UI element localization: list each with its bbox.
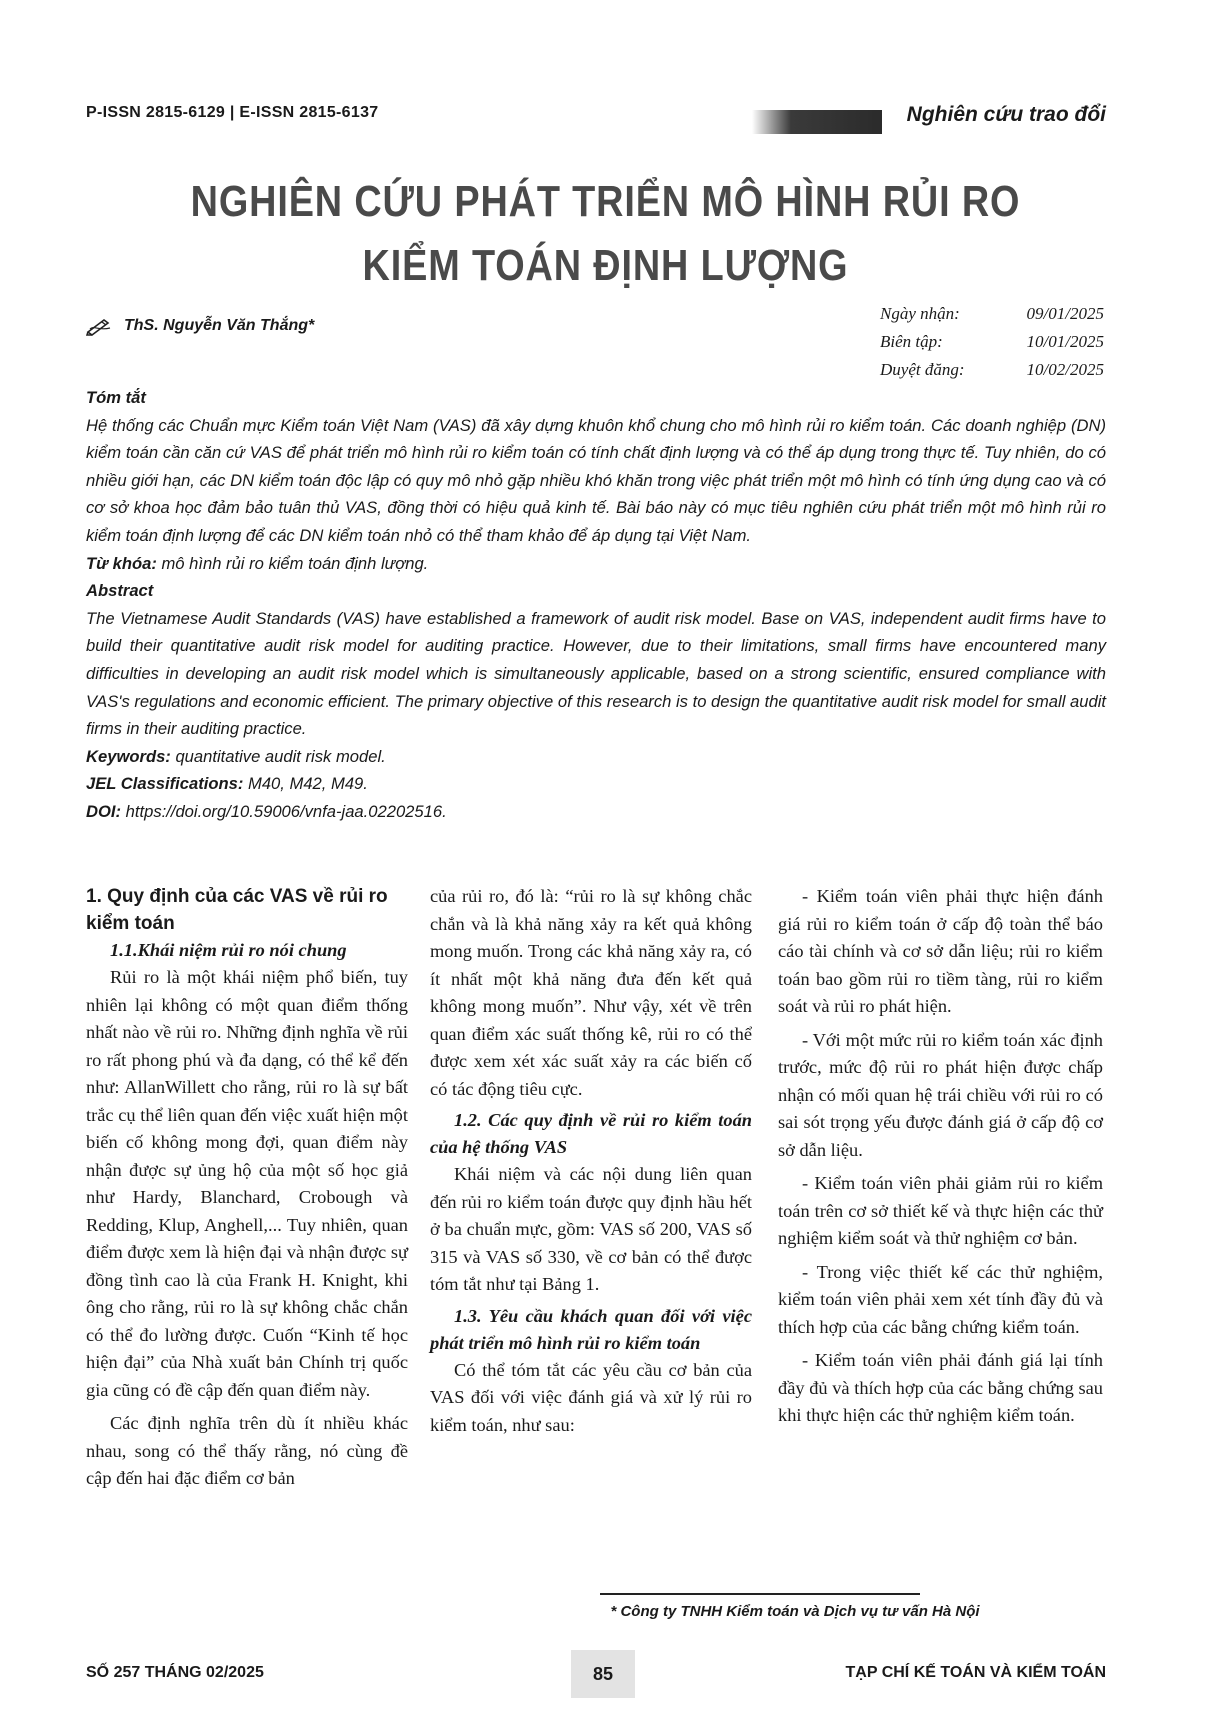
issue-number: SỐ 257 THÁNG 02/2025 — [86, 1664, 264, 1681]
jel-classifications — [86, 770, 1106, 798]
footnote-rule — [600, 1593, 920, 1595]
bullet-item: - Với một mức rủi ro kiểm toán xác định trước, mức độ rủi ro phát hiện được chấp nhận có mối quan hệ trái chiều với rủi ro có sai sót trọng yếu được đánh giá ở cấp độ cơ sở dẫn liệu. — [778, 1029, 1103, 1160]
title-line-1: NGHIÊN CỨU PHÁT TRIỂN MÔ HÌNH RỦI RO — [190, 177, 1021, 226]
vi-keywords-label: Từ khóa: — [86, 553, 157, 573]
bullet-item: - Kiểm toán viên phải thực hiện đánh giá rủi ro kiểm toán ở cấp độ toàn thể báo cáo tài chính và cơ sở dẫn liệu; rủi ro kiểm toán bao gồm rủi ro tiềm tàng, rủi ro kiểm soát và rủi ro phát hiện. — [778, 886, 1103, 1016]
approved-label: Duyệt đăng: — [880, 360, 965, 379]
header-band — [752, 110, 882, 134]
body-column-3 — [778, 883, 1103, 1430]
received-date: 09/01/2025 — [1026, 304, 1104, 323]
doi-line — [86, 798, 1106, 826]
body-column-2 — [430, 883, 752, 1439]
edited-label: Biên tập: — [880, 332, 943, 351]
body-column-1 — [86, 883, 408, 1493]
article-title — [136, 170, 1074, 298]
received-label: Ngày nhận: — [880, 304, 960, 323]
article-dates — [880, 300, 1104, 384]
bullet-item: - Kiểm toán viên phải đánh giá lại tính đầy đủ và thích hợp của các bằng chứng sau khi thực hiện các thử nghiệm kiểm toán. — [778, 1350, 1103, 1425]
issn-line: P-ISSN 2815-6129 | E-ISSN 2815-6137 — [86, 104, 379, 121]
pen-icon — [86, 316, 112, 336]
date-edited-row — [880, 328, 1104, 356]
title-line-2: KIỂM TOÁN ĐỊNH LƯỢNG — [362, 241, 849, 290]
abstract-block — [86, 384, 1106, 826]
body-paragraph: của rủi ro, đó là: “rủi ro là sự không chắc chắn và là khả năng xảy ra kết quả không mong muốn. Trong các khả năng xảy ra, có ít nhất một khả năng đưa đến kết quả không mong muốn”. Như vậy, xét về trên quan điểm xác suất thống kê, rủi ro có thể được xem xét xác suất xảy ra các biến cố có tác động tiêu cực. — [430, 886, 752, 1099]
body-paragraph: Các định nghĩa trên dù ít nhiều khác nhau, song có thể thấy rằng, nó cùng đề cập đến hai đặc điểm cơ bản — [86, 1413, 408, 1488]
section-label: Nghiên cứu trao đổi — [906, 103, 1106, 126]
section-1-2-heading: 1.2. Các quy định về rủi ro kiểm toán của hệ thống VAS — [430, 1110, 752, 1157]
bullet-item: - Kiểm toán viên phải giảm rủi ro kiểm toán trên cơ sở thiết kế và thực hiện các thử nghiệm kiểm soát và thử nghiệm cơ bản. — [778, 1173, 1103, 1248]
author-row — [86, 316, 314, 336]
en-abstract-text: The Vietnamese Audit Standards (VAS) have established a framework of audit risk model. Base on VAS, independent audit firms have to build their quantitative audit risk model for auditing practice. However, due to their limitations, small firms have encountered many difficulties in developing an audit risk model which is simultaneously applicable, based on a strong scientific, ensured compliance with VAS's regulations and economic efficient. The primary objective of this research is to design the quantitative audit risk model for small audit firms in their auditing practice. — [86, 608, 1106, 739]
edited-date: 10/01/2025 — [1026, 332, 1104, 351]
section-1-1-heading: 1.1.Khái niệm rủi ro nói chung — [110, 940, 347, 960]
en-keywords-value: quantitative audit risk model. — [170, 746, 386, 766]
date-approved-row — [880, 356, 1104, 384]
en-keywords-label: Keywords: — [86, 746, 171, 766]
date-received-row — [880, 300, 1104, 328]
approved-date: 10/02/2025 — [1026, 360, 1104, 379]
vi-keywords-value: mô hình rủi ro kiểm toán định lượng. — [156, 553, 429, 573]
vi-abstract-text: Hệ thống các Chuẩn mực Kiểm toán Việt Nam (VAS) đã xây dựng khuôn khổ chung cho mô hình rủi ro kiểm toán. Các doanh nghiệp (DN) kiểm toán cần căn cứ VAS để phát triển mô hình rủi ro kiểm toán có tính chất định lượng và có thể áp dụng trong thực tế. Tuy nhiên, do có nhiều giới hạn, các DN kiểm toán độc lập có quy mô nhỏ gặp nhiều khó khăn trong việc phát triển một mô hình có tính ứng dụng cao và có cơ sở khoa học đảm bảo tuân thủ VAS, đồng thời có hiệu quả kinh tế. Bài báo này có mục tiêu nghiên cứu phát triển một mô hình rủi ro kiểm toán định lượng để các DN kiểm toán nhỏ có thể tham khảo để áp dụng tại Việt Nam. — [86, 415, 1106, 545]
doi-label: DOI: — [86, 801, 122, 821]
vi-keywords — [86, 550, 1106, 578]
body-paragraph: Khái niệm và các nội dung liên quan đến rủi ro kiểm toán được quy định hầu hết ở ba chuẩn mực, gồm: VAS số 200, VAS số 315 và VAS số 330, về cơ bản có thể được tóm tắt như tại Bảng 1. — [430, 1164, 752, 1294]
journal-name: TẠP CHÍ KẾ TOÁN VÀ KIỂM TOÁN — [845, 1664, 1106, 1681]
section-1-heading: 1. Quy định của các VAS về rủi ro kiểm toán — [86, 886, 388, 934]
author-name: ThS. Nguyễn Văn Thắng* — [124, 317, 315, 334]
body-paragraph: Rủi ro là một khái niệm phổ biến, tuy nhiên lại không có một quan điểm thống nhất nào về rủi ro. Những định nghĩa về rủi ro rất phong phú và đa dạng, có thể kể đến như: AllanWillett cho rằng, rủi ro là sự bất trắc cụ thể liên quan đến việc xuất hiện một biến cố không mong đợi, quan điểm này nhận được sự ủng hộ của một số học giả như Hardy, Blanchard, Crobough và Redding, Klup, Anghell,... Tuy nhiên, quan điểm được xem là hiện đại và nhận được sự đồng tình cao là của Frank H. Knight, khi ông cho rằng, rủi ro là sự không chắc chắn có thể đo lường được. Cuốn “Kinh tế học hiện đại” của Nhà xuất bản Chính trị quốc gia cũng có đề cập đến quan điểm này. — [86, 967, 408, 1400]
body-paragraph: Có thể tóm tắt các yêu cầu cơ bản của VAS đối với việc đánh giá và xử lý rủi ro kiểm toán, như sau: — [430, 1359, 752, 1435]
en-abstract-heading: Abstract — [86, 581, 154, 601]
section-1-3-heading: 1.3. Yêu cầu khách quan đối với việc phát triển mô hình rủi ro kiểm toán — [430, 1305, 752, 1353]
jel-value: M40, M42, M49. — [243, 774, 368, 794]
jel-label: JEL Classifications: — [86, 774, 244, 794]
bullet-item: - Trong việc thiết kế các thử nghiệm, kiểm toán viên phải xem xét tính đầy đủ và thích hợp của các bằng chứng kiểm toán. — [778, 1261, 1103, 1337]
doi-link[interactable]: https://doi.org/10.59006/vnfa-jaa.02202516. — [121, 801, 447, 821]
en-keywords — [86, 743, 1106, 771]
page-number: 85 — [571, 1650, 635, 1698]
footnote: * Công ty TNHH Kiểm toán và Dịch vụ tư vấn Hà Nội — [610, 1603, 980, 1620]
vi-abstract-heading: Tóm tắt — [86, 388, 146, 407]
